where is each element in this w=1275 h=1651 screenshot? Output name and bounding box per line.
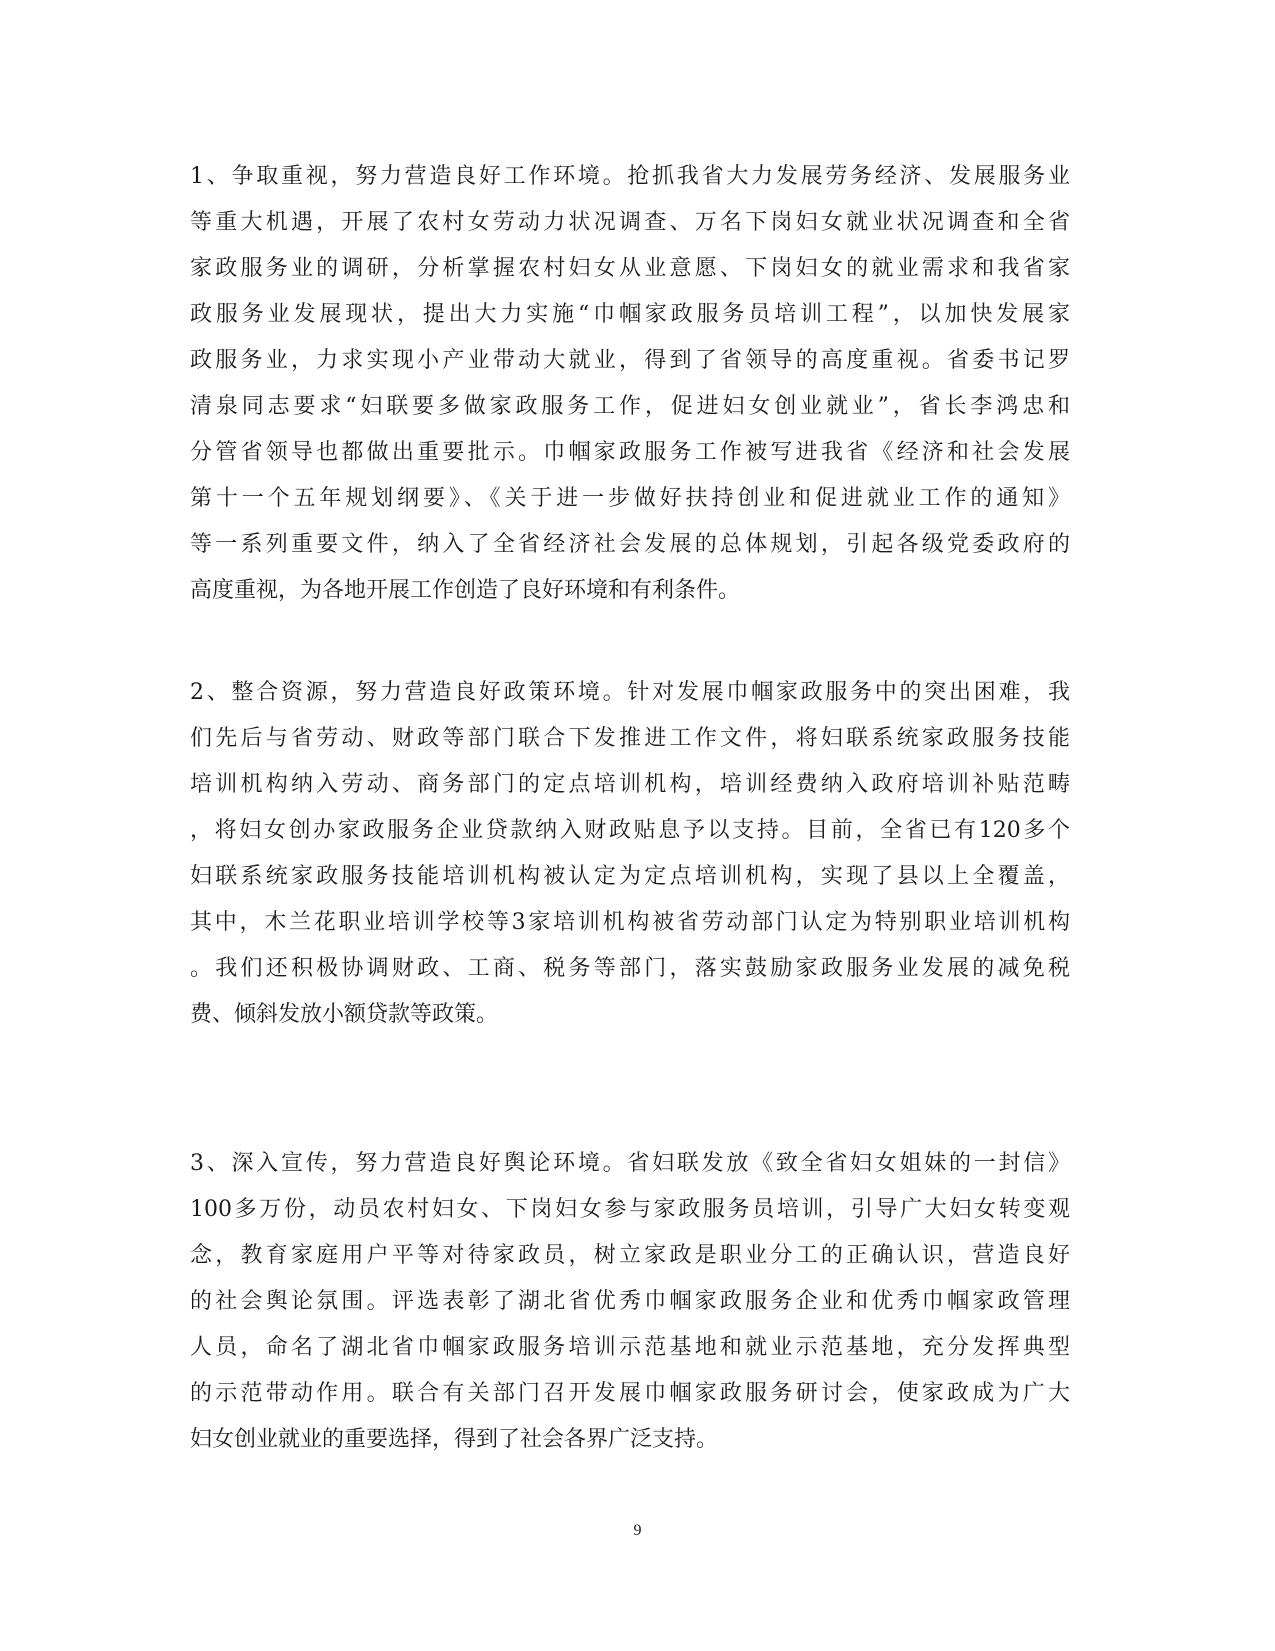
paragraph-line: 等重大机遇，开展了农村女劳动力状况调查、万名下岗妇女就业状况调查和全省	[190, 210, 1070, 235]
paragraph-line: 清泉同志要求“妇联要多做家政服务工作，促进妇女创业就业”，省长李鸿忠和	[190, 394, 1070, 419]
paragraph-line: 政服务业发展现状，提出大力实施“巾帼家政服务员培训工程”，以加快发展家	[190, 302, 1070, 327]
paragraph-line: 。我们还积极协调财政、工商、税务等部门，落实鼓励家政服务业发展的减免税	[190, 956, 1070, 981]
paragraph-line: 的社会舆论氛围。评选表彰了湖北省优秀巾帼家政服务企业和优秀巾帼家政管理	[190, 1289, 1070, 1314]
paragraph-line: 们先后与省劳动、财政等部门联合下发推进工作文件，将妇联系统家政服务技能	[190, 726, 1070, 751]
paragraph-line: 第十一个五年规划纲要》、《关于进一步做好扶持创业和促进就业工作的通知》	[190, 486, 1070, 511]
paragraph-line: 家政服务业的调研，分析掌握农村妇女从业意愿、下岗妇女的就业需求和我省家	[190, 256, 1070, 281]
paragraph-line: 人员，命名了湖北省巾帼家政服务培训示范基地和就业示范基地，充分发挥典型	[190, 1335, 1070, 1360]
paragraph-line: 其中，木兰花职业培训学校等3家培训机构被省劳动部门认定为特别职业培训机构	[190, 910, 1070, 935]
paragraph-2	[190, 670, 1070, 1038]
paragraph-1	[190, 154, 1070, 614]
paragraph-line: 1、争取重视，努力营造良好工作环境。抢抓我省大力发展劳务经济、发展服务业	[190, 164, 1070, 189]
paragraph-3	[190, 1141, 1070, 1463]
page-number: 9	[633, 1522, 642, 1539]
paragraph-line: 妇联系统家政服务技能培训机构被认定为定点培训机构，实现了县以上全覆盖，	[190, 864, 1070, 889]
paragraph-line: ，将妇女创办家政服务企业贷款纳入财政贴息予以支持。目前，全省已有120多个	[190, 818, 1070, 843]
paragraph-line: 2、整合资源，努力营造良好政策环境。针对发展巾帼家政服务中的突出困难，我	[190, 680, 1070, 705]
paragraph-line: 的示范带动作用。联合有关部门召开发展巾帼家政服务研讨会，使家政成为广大	[190, 1381, 1070, 1406]
paragraph-line: 培训机构纳入劳动、商务部门的定点培训机构，培训经费纳入政府培训补贴范畴	[190, 772, 1070, 797]
paragraph-line: 念，教育家庭用户平等对待家政员，树立家政是职业分工的正确认识，营造良好	[190, 1243, 1070, 1268]
paragraph-line: 100多万份，动员农村妇女、下岗妇女参与家政服务员培训，引导广大妇女转变观	[190, 1197, 1070, 1222]
paragraph-line: 分管省领导也都做出重要批示。巾帼家政服务工作被写进我省《经济和社会发展	[190, 440, 1070, 465]
paragraph-line: 费、倾斜发放小额贷款等政策。	[190, 1002, 499, 1027]
paragraph-line: 等一系列重要文件，纳入了全省经济社会发展的总体规划，引起各级党委政府的	[190, 532, 1070, 557]
paragraph-line: 妇女创业就业的重要选择，得到了社会各界广泛支持。	[190, 1427, 719, 1452]
paragraph-line: 高度重视，为各地开展工作创造了良好环境和有利条件。	[190, 578, 741, 603]
paragraph-line: 政服务业，力求实现小产业带动大就业，得到了省领导的高度重视。省委书记罗	[190, 348, 1070, 373]
paragraph-line: 3、深入宣传，努力营造良好舆论环境。省妇联发放《致全省妇女姐妹的一封信》	[190, 1151, 1070, 1176]
